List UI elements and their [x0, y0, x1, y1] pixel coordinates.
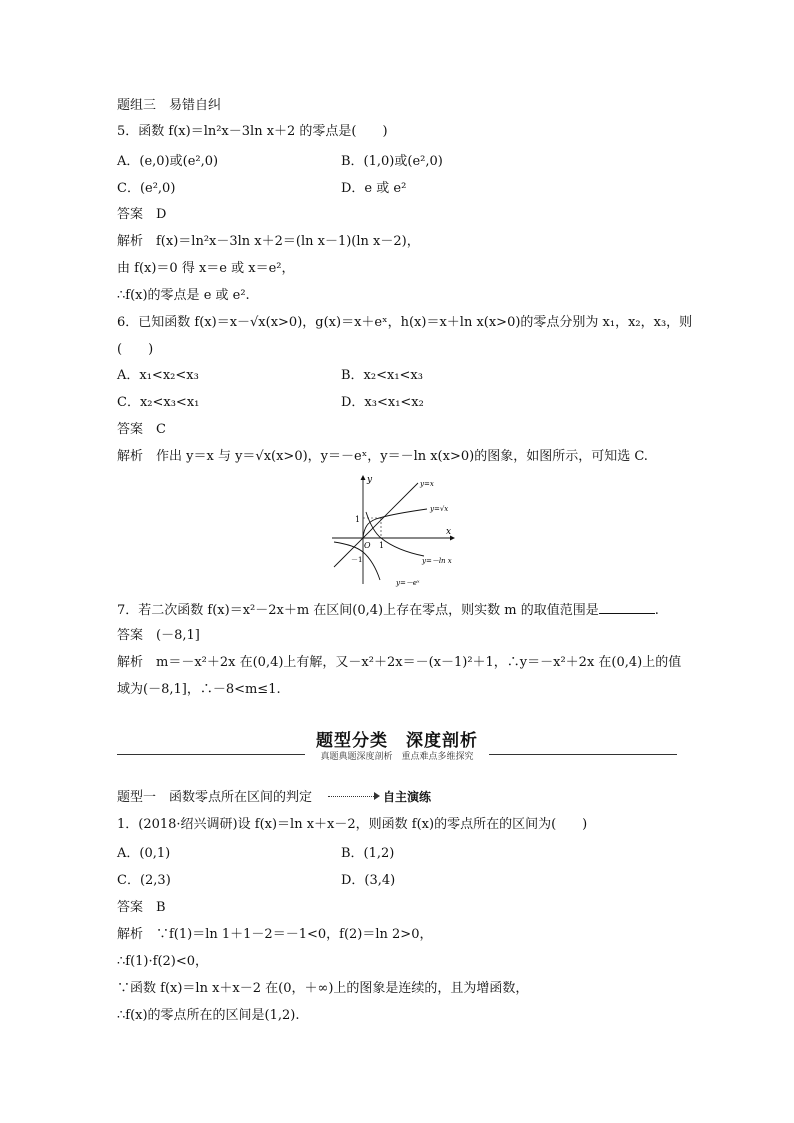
question-5-stem: 5．函数 f(x)＝ln²x－3ln x＋2 的零点是( ) — [117, 124, 388, 139]
question-7-answer: 答案 (－8,1] — [117, 628, 200, 643]
question-7-stem-text: 7．若二次函数 f(x)＝x²－2x＋m 在区间(0,4)上存在零点，则实数 m 的取值范围是 — [117, 603, 599, 618]
question-1-stem: 1．(2018·绍兴调研)设 f(x)＝ln x＋x－2，则函数 f(x)的零点所在的区间为( ) — [117, 817, 588, 832]
section-heading: 题组三 易错自纠 — [117, 98, 222, 113]
label-neg-exp: y=－eˣ — [396, 579, 420, 587]
question-1-option-a: A．(0,1) — [117, 846, 171, 861]
type-1-heading: 题型一 函数零点所在区间的判定 — [117, 790, 313, 805]
question-5-option-c: C．(e²,0) — [117, 181, 176, 196]
question-6-solution: 解析 作出 y＝x 与 y＝√x(x>0)，y＝－eˣ，y＝－ln x(x>0)的图象，如图所示，可知选 C. — [117, 449, 648, 464]
curve-sqrt-x — [363, 509, 427, 538]
question-7-stem — [117, 600, 659, 620]
banner-title: 题型分类 深度剖析 — [316, 731, 478, 751]
tick-label-x-1: 1 — [379, 541, 385, 550]
tick-label-y-1: 1 — [355, 515, 361, 524]
question-7-solution-line-1: 解析 m＝－x²＋2x 在(0,4)上有解，又－x²＋2x＝－(x－1)²＋1，∴y＝－x²＋2x 在(0,4)上的值 — [117, 655, 682, 670]
question-1-solution-line-1: 解析 ∵f(1)＝ln 1＋1－2＝－1<0，f(2)＝ln 2>0， — [117, 927, 433, 942]
question-1-option-d: D．(3,4) — [341, 873, 396, 888]
question-1-solution-line-2: ∴f(1)·f(2)<0， — [117, 954, 209, 969]
question-5-option-b: B．(1,0)或(e²,0) — [341, 154, 443, 169]
question-5-solution-line-2: 由 f(x)＝0 得 x＝e 或 x＝e²， — [117, 261, 295, 276]
label-neg-ln-x: y=－ln x — [422, 557, 452, 565]
question-1-solution-line-3: ∵函数 f(x)＝ln x＋x－2 在(0，＋∞)上的图象是连续的，且为增函数， — [117, 981, 529, 996]
question-5-solution-line-3: ∴f(x)的零点是 e 或 e². — [117, 288, 250, 303]
question-5-answer: 答案 D — [117, 207, 167, 222]
tick-label-y-neg1: －1 — [351, 556, 363, 564]
function-graph-figure — [326, 472, 466, 590]
question-1-answer: 答案 B — [117, 900, 166, 915]
label-y-equals-x: y=x — [420, 480, 434, 488]
question-7-solution-line-2: 域为(－8,1]，∴－8<m≤1. — [117, 682, 281, 697]
y-axis-arrow — [361, 475, 366, 480]
label-sqrt-x: y=√x — [430, 505, 449, 513]
question-6-option-a: A．x₁<x₂<x₃ — [117, 368, 199, 383]
question-5-option-a: A．(e,0)或(e²,0) — [117, 154, 219, 169]
curve-neg-ln-x — [366, 512, 424, 556]
question-6-answer: 答案 C — [117, 422, 166, 437]
answer-blank[interactable] — [599, 600, 655, 614]
y-axis-label: y — [367, 475, 373, 485]
type-1-tag: 自主演练 — [383, 790, 432, 804]
question-6-option-b: B．x₂<x₁<x₃ — [341, 368, 423, 383]
x-axis-label: x — [446, 527, 452, 537]
question-1-solution-line-4: ∴f(x)的零点所在的区间是(1,2). — [117, 1008, 300, 1023]
heading-arrow-line — [328, 796, 376, 797]
question-6-stem-bracket: ( ) — [117, 342, 154, 357]
question-6-stem: 6．已知函数 f(x)＝x－√x(x>0)，g(x)＝x＋eˣ，h(x)＝x＋ln x(x>0)的零点分别为 x₁，x₂，x₃，则 — [117, 315, 693, 330]
origin-label: O — [364, 541, 371, 550]
curve-y-equals-x — [334, 483, 418, 567]
heading-arrow-head — [374, 792, 380, 800]
question-1-option-b: B．(1,2) — [341, 846, 395, 861]
question-1-option-c: C．(2,3) — [117, 873, 171, 888]
banner-subtitle: 真题典题深度剖析 重点难点多维探究 — [320, 752, 474, 762]
question-6-option-d: D．x₃<x₁<x₂ — [341, 395, 424, 410]
question-5-option-d: D．e 或 e² — [341, 181, 407, 196]
question-5-solution-line-1: 解析 f(x)＝ln²x－3ln x＋2＝(ln x－1)(ln x－2)， — [117, 234, 420, 249]
question-6-option-c: C．x₂<x₃<x₁ — [117, 395, 200, 410]
question-7-stem-end: . — [654, 603, 659, 618]
